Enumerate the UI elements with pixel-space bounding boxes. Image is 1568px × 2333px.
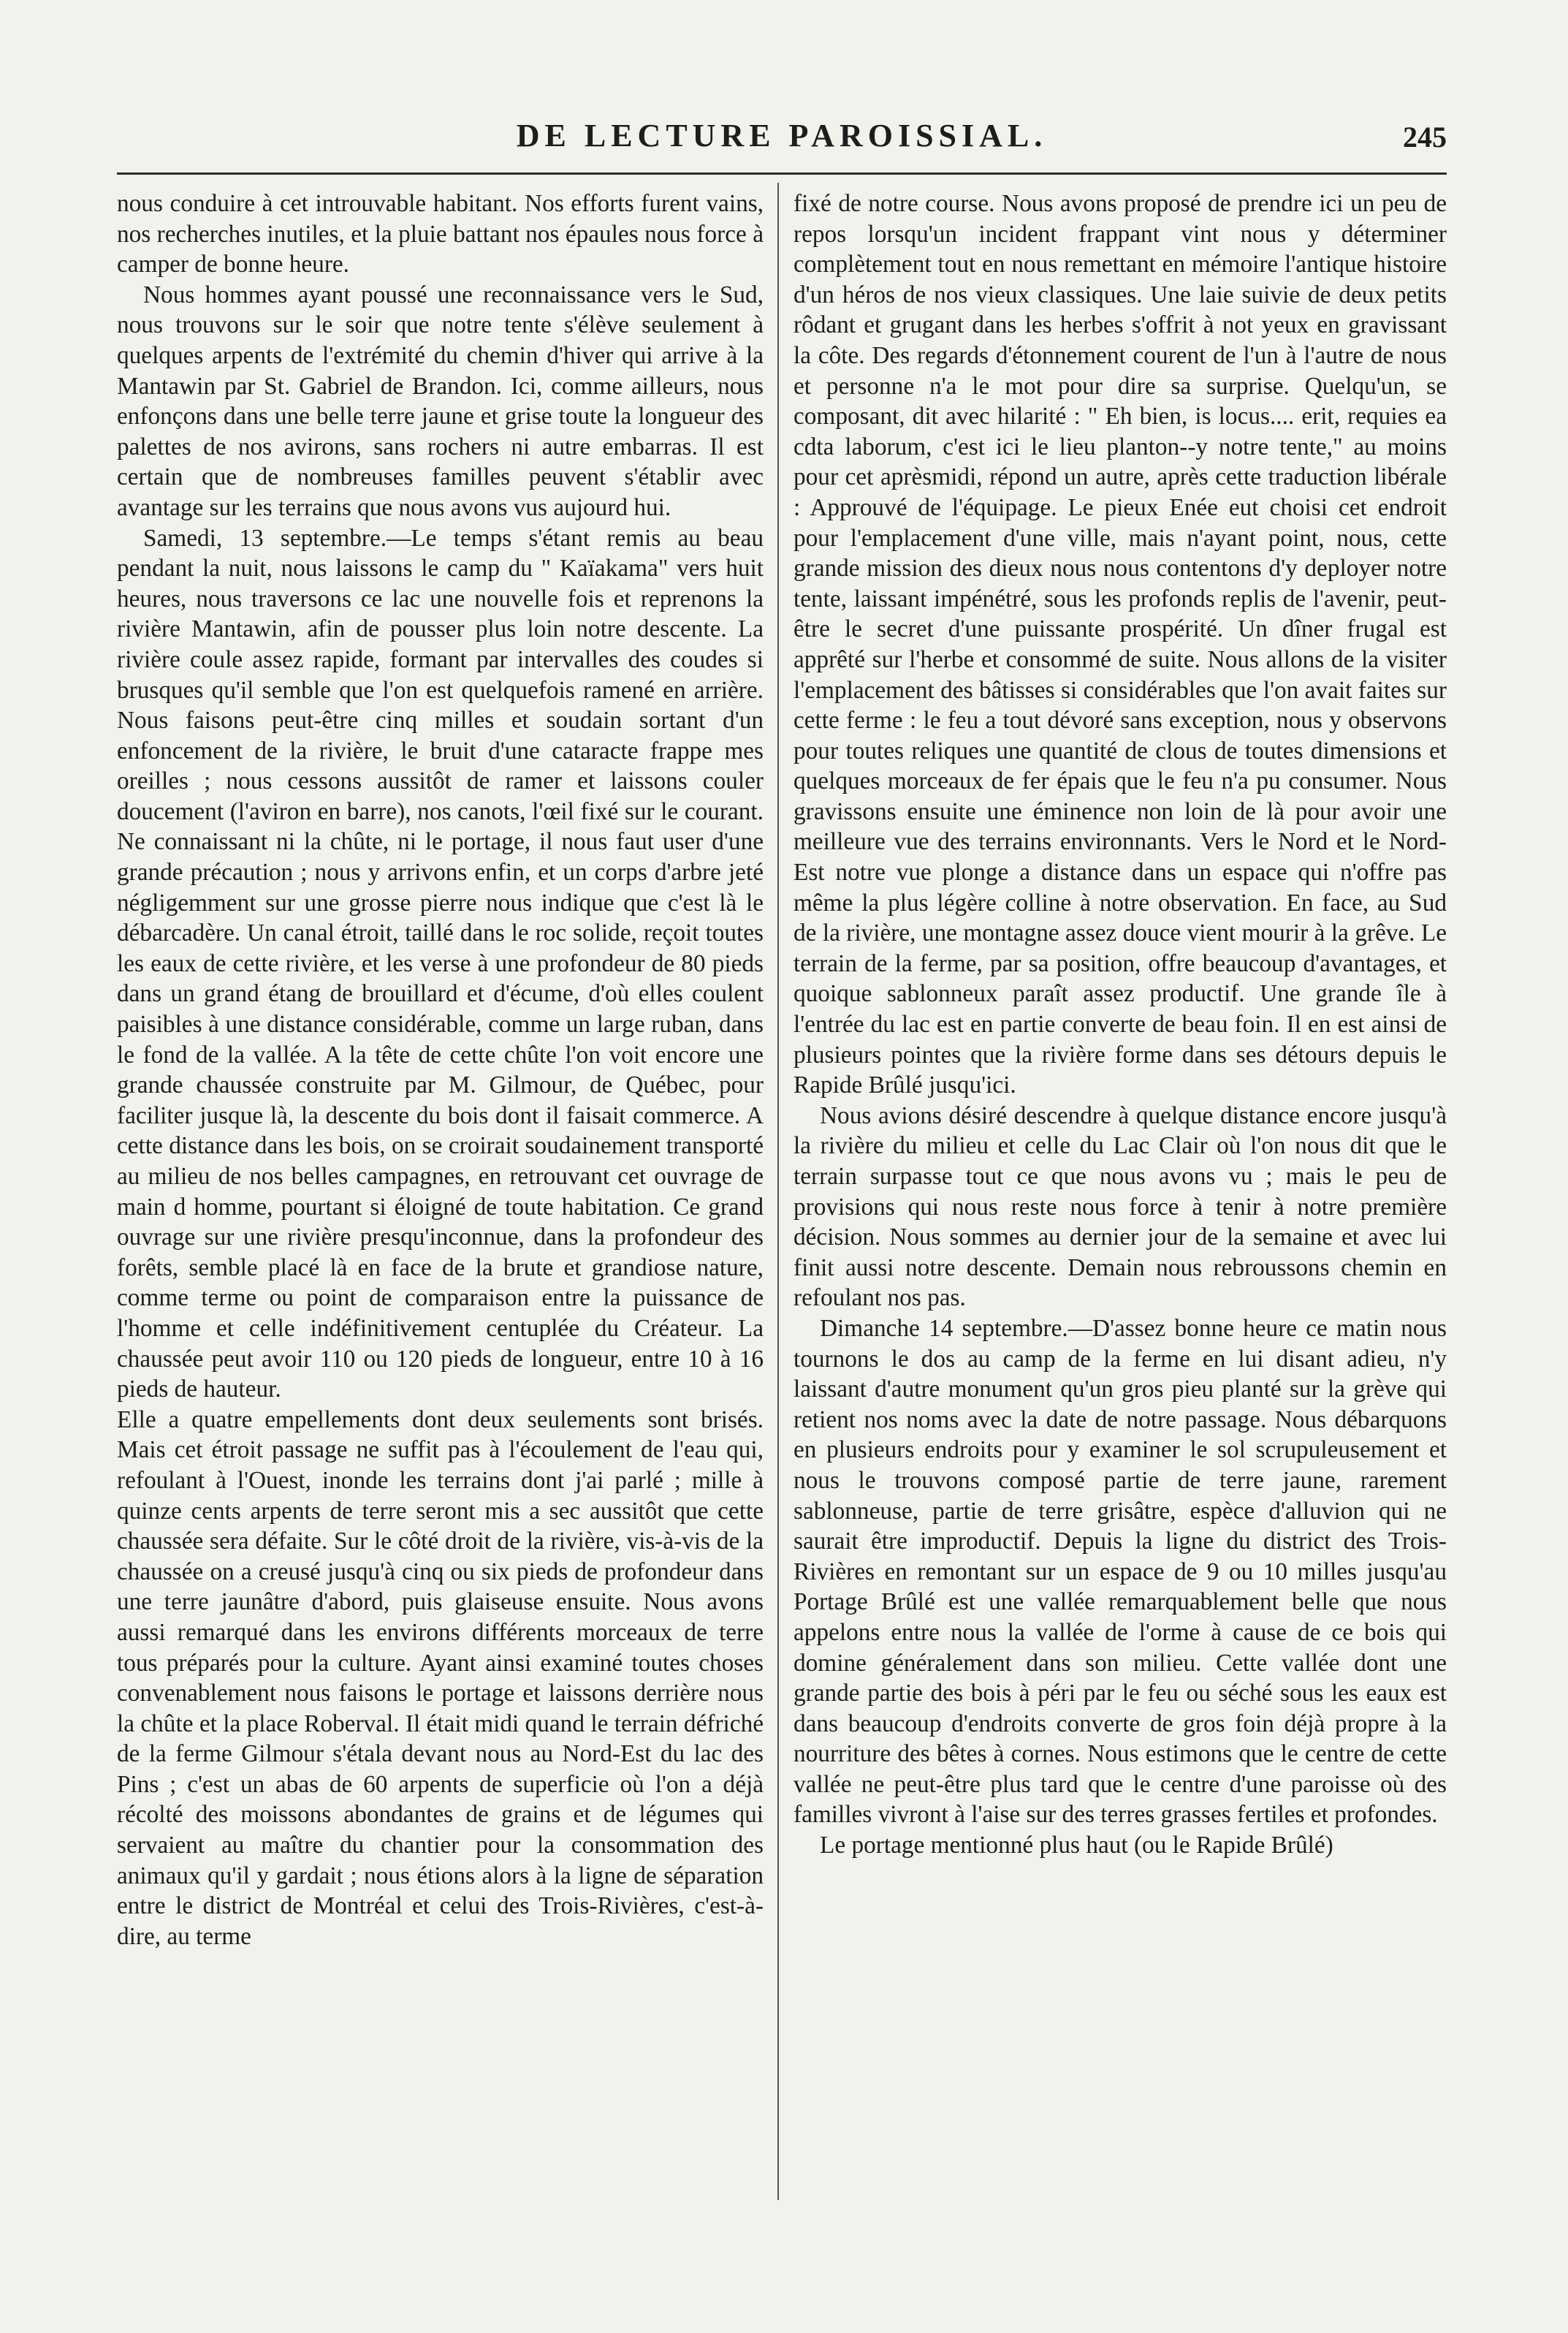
paragraph: Nous hommes ayant poussé une reconnaissance vers le Sud, nous trouvons sur le soir que notre tente s'élève seulement à quelques arpents de l'extrémité du chemin d'hiver qui arrive à la Mantawin par St. Gabriel de Brandon. Ici, comme ailleurs, nous enfonçons dans une belle terre jaune et grise toute la longueur des palettes de nos avirons, sans rochers ni autre embarras. Il est certain que de nombreuses familles peuvent s'établir avec avantage sur les terrains que nous avons vus aujourd hui.: [117, 281, 764, 521]
running-title: DE LECTURE PAROISSIAL.: [516, 118, 1048, 153]
column-divider: [777, 183, 779, 2200]
right-column: [793, 189, 1447, 2191]
paragraph: Samedi, 13 septembre.—Le temps s'étant remis au beau pendant la nuit, nous laissons le camp du " Kaïakama" vers huit heures, nous traversons ce lac une nouvelle fois et reprenons la rivière Mantawin, afin de pousser plus loin notre descente. La rivière coule assez rapide, formant par intervalles des coudes si brusques qu'il semble que l'on est quelquefois ramené en arrière. Nous faisons peut-être cinq milles et soudain sortant d'un enfoncement de la rivière, le bruit d'une cataracte frappe mes oreilles ; nous cessons aussitôt de ramer et laissons couler doucement (l'aviron en barre), nos canots, l'œil fixé sur le courant. Ne connaissant ni la chûte, ni le portage, il nous faut user d'une grande précaution ; nous y arrivons enfin, et un corps d'arbre jeté négligemment sur une grosse pierre nous indique que c'est là le débarcadère. Un canal étroit, taillé dans le roc solide, reçoit toutes les eaux de cette rivière, et les verse à une profondeur de 80 pieds dans un grand étang de brouillard et d'écume, d'où elles coulent paisibles à une distance considérable, comme un large ruban, dans le fond de la vallée. A la tête de cette chûte l'on voit encore une grande chaussée construite par M. Gilmour, de Québec, pour faciliter jusque là, la descente du bois dont il faisait commerce. A cette distance dans les bois, on se croirait soudainement transporté au milieu de nos belles campagnes, en retrouvant cet ouvrage de main d homme, pourtant si éloigné de toute habitation. Ce grand ouvrage sur une rivière presqu'inconnue, dans la profondeur des forêts, semble placé là en face de la brute et grandiose nature, comme terme ou point de comparaison entre la puissance de l'homme et celle indéfinitivement centuplée du Créateur. La chaussée peut avoir 110 ou 120 pieds de longueur, entre 10 à 16 pieds de hauteur.: [117, 524, 764, 1403]
header-rule: [117, 172, 1447, 175]
paragraph: Elle a quatre empellements dont deux seulements sont brisés. Mais cet étroit passage ne suffit pas à l'écoulement de l'eau qui, refoulant à l'Ouest, inonde les terrains dont j'ai parlé ; mille à quinze cents arpents de terre seront mis a sec aussitôt que cette chaussée sera défaite. Sur le côté droit de la rivière, vis-à-vis de la chaussée on a creusé jusqu'à cinq ou six pieds de profondeur dans une terre jaunâtre d'abord, puis glaiseuse ensuite. Nous avons aussi remarqué dans les environs différents morceaux de terre tous préparés pour la culture. Ayant ainsi examiné toutes choses convenablement nous faisons le portage et laissons derrière nous la chûte et la place Roberval. Il était midi quand le terrain défriché de la ferme Gilmour s'étala devant nous au Nord-Est du lac des Pins ; c'est un abas de 60 arpents de superficie où l'on a déjà récolté des moissons abondantes de grains et de légumes qui servaient au maître du chantier pour la consommation des animaux qu'il y gardait ; nous étions alors à la ligne de séparation entre le district de Montréal et celui des Trois-Rivières, c'est-à-dire, au terme: [117, 1406, 764, 1950]
paragraph: nous conduire à cet introuvable habitant. Nos efforts furent vains, nos recherches inutiles, et la pluie battant nos épaules nous force à camper de bonne heure.: [117, 190, 764, 278]
left-column: [117, 189, 764, 2191]
page-header: [117, 117, 1447, 168]
paragraph: Le portage mentionné plus haut (ou le Rapide Brûlé): [820, 1832, 1333, 1859]
paragraph: Dimanche 14 septembre.—D'assez bonne heure ce matin nous tournons le dos au camp de la ferme en lui disant adieu, n'y laissant d'autre monument qu'un gros pieu planté sur la grève qui retient nos noms avec la date de notre passage. Nous débarquons en plusieurs endroits pour y examiner le sol scrupuleusement et nous le trouvons composé partie de terre jaune, rarement sablonneuse, partie de terre grisâtre, espèce d'alluvion qui ne saurait être improductif. Depuis la ligne du district des Trois-Rivières en remontant sur un espace de 9 ou 10 milles jusqu'au Portage Brûlé est une vallée remarquablement belle que nous appelons entre nous la vallée de l'orme à cause de ce bois qui domine généralement dans son milieu. Cette vallée dont une grande partie des bois à péri par le feu ou séché sous les eaux est dans beaucoup d'endroits converte de gros foin déjà propre à la nourriture des bêtes à cornes. Nous estimons que le centre de cette vallée ne peut-être plus tard que le centre d'une paroisse où des familles vivront à l'aise sur des terres grasses fertiles et profondes.: [793, 1314, 1447, 1829]
paragraph: fixé de notre course. Nous avons proposé de prendre ici un peu de repos lorsqu'un incident frappant vint nous y déterminer complètement tout en nous remettant en mémoire l'antique histoire d'un héros de nos vieux classiques. Une laie suivie de deux petits rôdant et grugant dans les herbes s'offrit à not yeux en gravissant la côte. Des regards d'étonnement courent de l'un à l'autre de nous et personne n'a le mot pour dire sa surprise. Quelqu'un, se composant, dit avec hilarité : " Eh bien, is locus.... erit, requies ea cdta laborum, c'est ici le lieu planton--y notre tente," au moins pour cet aprèsmidi, répond un autre, après cette traduction libérale : Approuvé de l'équipage. Le pieux Enée eut choisi cet endroit pour l'emplacement d'une ville, mais n'ayant point, nous, cette grande mission des dieux nous nous contentons d'y deployer notre tente, laissant impénétré, sous les profonds replis de l'avenir, peut-être le secret d'une puissante prospérité. Un dîner frugal est apprêté sur l'herbe et consommé de suite. Nous allons de la visiter l'emplacement des bâtisses si considérables que l'on avait faites sur cette ferme : le feu a tout dévoré sans exception, nous y observons pour toutes reliques une quantité de clous de toutes dimensions et quelques morceaux de fer épais que le feu n'a pu consumer. Nous gravissons ensuite une éminence non loin de là pour avoir une meilleure vue des terrains environnants. Vers le Nord et le Nord-Est notre vue plonge a distance dans un espace qui n'offre pas même la plus légère colline à notre observation. En face, au Sud de la rivière, une montagne assez douce vient mourir à la grêve. Le terrain de la ferme, par sa position, offre beaucoup d'avantages, et quoique sablonneux paraît assez productif. Une grande île à l'entrée du lac est en partie converte de beau foin. Il en est ainsi de plusieurs pointes que la rivière forme dans ses détours depuis le Rapide Brûlé jusqu'ici.: [793, 190, 1447, 1099]
paragraph: Nous avions désiré descendre à quelque distance encore jusqu'à la rivière du milieu et celle du Lac Clair où l'on nous dit que le terrain surpasse tout ce que nous avons vu ; mais le peu de provisions qui nous reste nous force à tenir à notre première décision. Nous sommes au dernier jour de la semaine et avec lui finit aussi notre descente. Demain nous rebroussons chemin en refoulant nos pas.: [793, 1101, 1447, 1312]
page-number: 245: [1403, 121, 1447, 153]
